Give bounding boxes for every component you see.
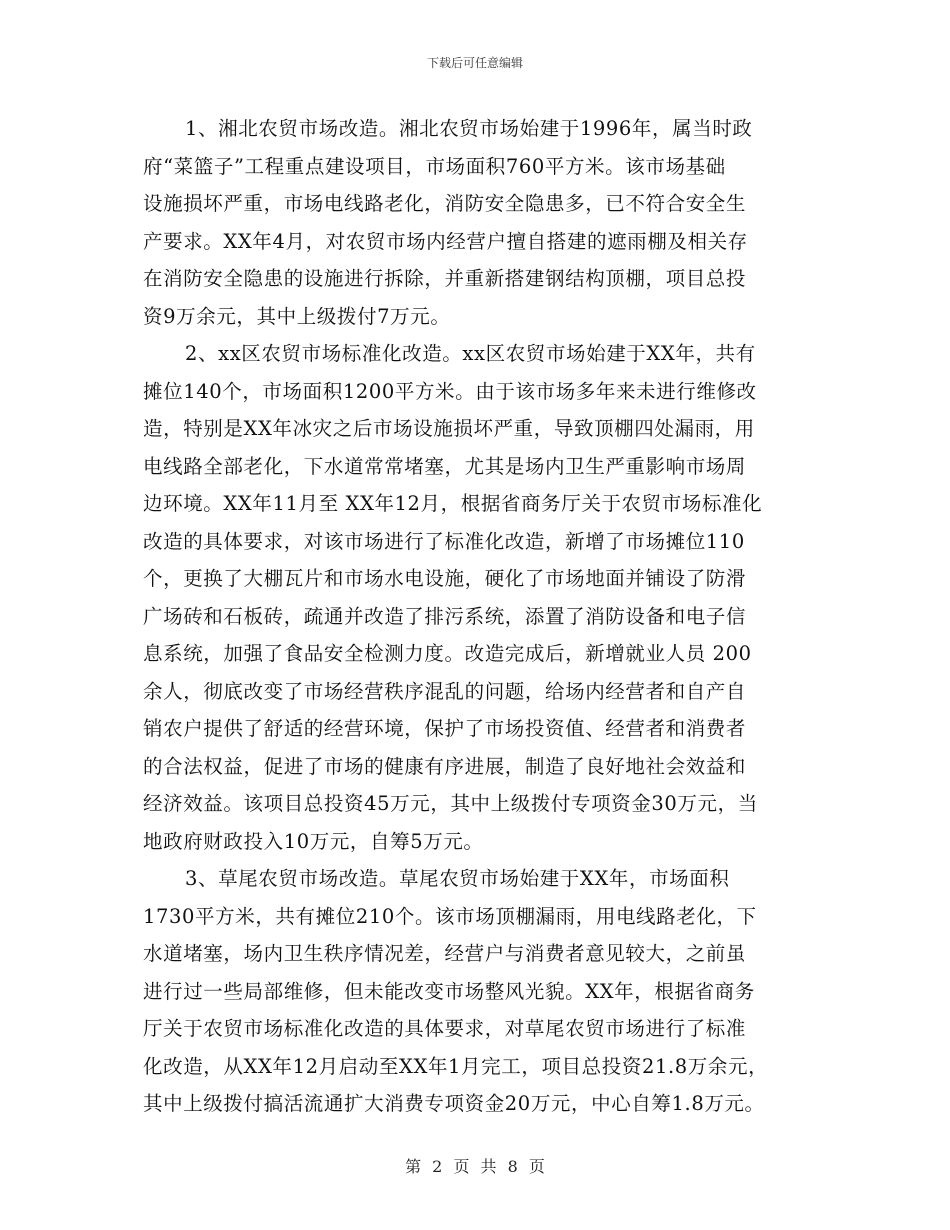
- text-line: 在消防安全隐患的设施进行拆除，并重新搭建钢结构顶棚，项目总投: [143, 267, 747, 290]
- text-line: 销农户提供了舒适的经营环境，保护了市场投资值、经营者和消费者: [143, 717, 747, 740]
- text-line: 进行过一些局部维修，但未能改变市场整风光貌。XX年，根据省商务: [143, 979, 755, 1003]
- text-line: 产要求。XX年4月，对农贸市场内经营户擅自搭建的遮雨棚及相关存: [143, 229, 748, 253]
- paragraph-3: [143, 860, 811, 1123]
- text-line: 3、草尾农贸市场改造。草尾农贸市场始建于XX年，市场面积: [185, 867, 730, 890]
- text-line: 经济效益。该项目总投资45万元，其中上级拨付专项资金30万元，当: [143, 792, 758, 815]
- text-line: 其中上级拨付搞活流通扩大消费专项资金20万元，中心自筹1.8万元。: [143, 1092, 765, 1115]
- text-line: 余人，彻底改变了市场经营秩序混乱的问题，给场内经营者和自产自: [143, 679, 747, 703]
- text-line: 1、湘北农贸市场改造。湘北农贸市场始建于1996年，属当时政: [185, 117, 753, 140]
- text-line: 化改造，从XX年12月启动至XX年1月完工，项目总投资21.8万余元，: [143, 1054, 769, 1078]
- paragraph-1: [143, 110, 811, 335]
- text-line: 资9万余元，其中上级拨付7万元。: [143, 304, 451, 328]
- text-line: 改造的具体要求，对该市场进行了标准化改造，新增了市场摊位110: [143, 529, 745, 553]
- text-line: 广场砖和石板砖，疏通并改造了排污系统，添置了消防设备和电子信: [143, 604, 747, 628]
- text-line: 府“菜篮子”工程重点建设项目，市场面积760平方米。该市场基础: [143, 154, 726, 178]
- text-line: 的合法权益，促进了市场的健康有序进展，制造了良好地社会效益和: [143, 754, 747, 778]
- header-note: 下载后可任意编辑: [426, 56, 523, 70]
- text-line: 个，更换了大棚瓦片和市场水电设施，硬化了市场地面并铺设了防滑: [143, 567, 747, 590]
- text-line: 厅关于农贸市场标准化改造的具体要求，对草尾农贸市场进行了标准: [143, 1017, 747, 1040]
- text-line: 水道堵塞，场内卫生秩序情况差，经营户与消费者意见较大，之前虽: [143, 942, 747, 965]
- text-line: 电线路全部老化，下水道常常堵塞，尤其是场内卫生严重影响市场周: [143, 454, 747, 478]
- text-line: 2、xx区农贸市场标准化改造。xx区农贸市场始建于XX年，共有: [185, 342, 756, 365]
- text-line: 边环境。XX年11月至 XX年12月，根据省商务厅关于农贸市场标准化: [143, 492, 763, 515]
- page-number: 第 2 页 共 8 页: [405, 1157, 545, 1176]
- text-line: 摊位140个，市场面积1200平方米。由于该市场多年来未进行维修改: [143, 379, 757, 403]
- text-line: 地政府财政投入10万元，自筹5万元。: [143, 829, 484, 853]
- text-line: 造，特别是XX年冰灾之后市场设施损坏严重，导致顶棚四处漏雨，用: [143, 417, 755, 440]
- document-body: [143, 110, 811, 1123]
- text-line: 息系统，加强了食品安全检测力度。改造完成后，新增就业人员 200: [143, 642, 752, 665]
- text-line: 设施损坏严重，市场电线路老化，消防安全隐患多，已不符合安全生: [143, 192, 747, 215]
- text-line: 1730平方米，共有摊位210个。该市场顶棚漏雨，用电线路老化，下: [143, 904, 757, 928]
- paragraph-2: [143, 335, 811, 860]
